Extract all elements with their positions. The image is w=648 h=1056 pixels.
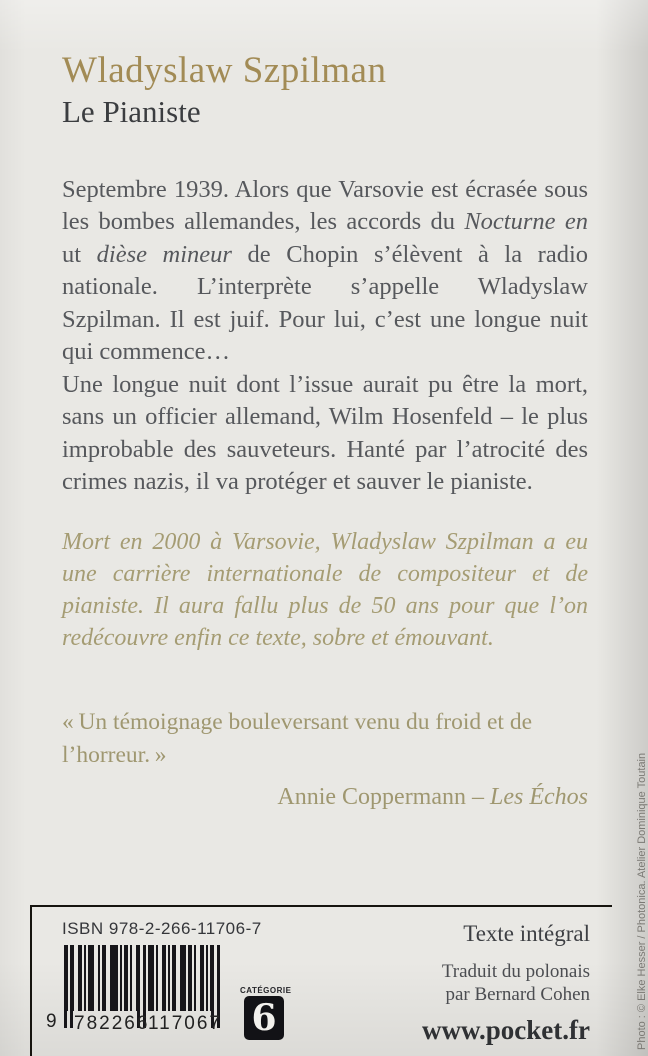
barcode-guard [70,945,73,1028]
barcode-bars [64,945,220,1011]
reviewer-name: Annie Coppermann – [277,783,490,810]
photo-credit: Photo : © Elke Hesser / Photonica. Atelier Dominique Toutain [636,752,648,1050]
review-source: Les Échos [490,783,588,810]
synopsis-paragraph-1: Septembre 1939. Alors que Varsovie est écrasée sous les bombes allemandes, les accords du Nocturne en ut dièse mineur de Chopin s’élèvent à la radio nationale. L’interprète s’appelle Wladyslaw Szpilman. Il est juif. Pour lui, c’est une longue nuit qui commence… [62,175,588,366]
author-bio: Mort en 2000 à Varsovie, Wladyslaw Szpilman a eu une carrière internationale de compositeur et de pianiste. Il aura fallu plus de 50 ans pour que l’on redécouvre enfin ce texte, sobre et émouvant. [62,528,588,651]
book-title: Le Pianiste [62,94,201,130]
barcode-digits-group1: 782266 [74,1013,150,1034]
press-review [62,706,588,811]
press-attribution [62,784,588,811]
category-label: CATÉGORIE [240,986,292,995]
synopsis [62,174,588,654]
barcode-digits-group2: 117067 [148,1013,222,1034]
header [0,0,648,130]
press-quote: « Un témoignage bouleversant venu du froid et de l’horreur. » [62,708,532,768]
author-name: Wladyslaw Szpilman [62,50,387,91]
publisher-website: www.pocket.fr [422,1015,590,1045]
category-number: 6 [244,996,284,1040]
texte-integral-label: Texte intégral [463,921,590,946]
publisher-block [422,921,590,1046]
barcode-guard [64,945,67,1028]
divider-line-horizontal [30,905,612,907]
isbn-label: ISBN 978-2-266-11706-7 [62,919,262,938]
translation-credit [422,960,590,1006]
category-badge [240,986,292,1040]
synopsis-paragraph-2: Une longue nuit dont l’issue aurait pu être la mort, sans un officier allemand, Wilm Hosenfeld – le plus improbable des sauveteurs. Hanté par l’atrocité des crimes nazis, il va protéger et sauver le pianiste. [62,370,588,496]
ean-barcode [46,945,222,1034]
barcode-digit-left: 9 [46,1011,57,1032]
translation-line2: par Bernard Cohen [445,984,590,1005]
divider-line-vertical [30,905,32,1056]
translation-line1: Traduit du polonais [441,961,590,982]
